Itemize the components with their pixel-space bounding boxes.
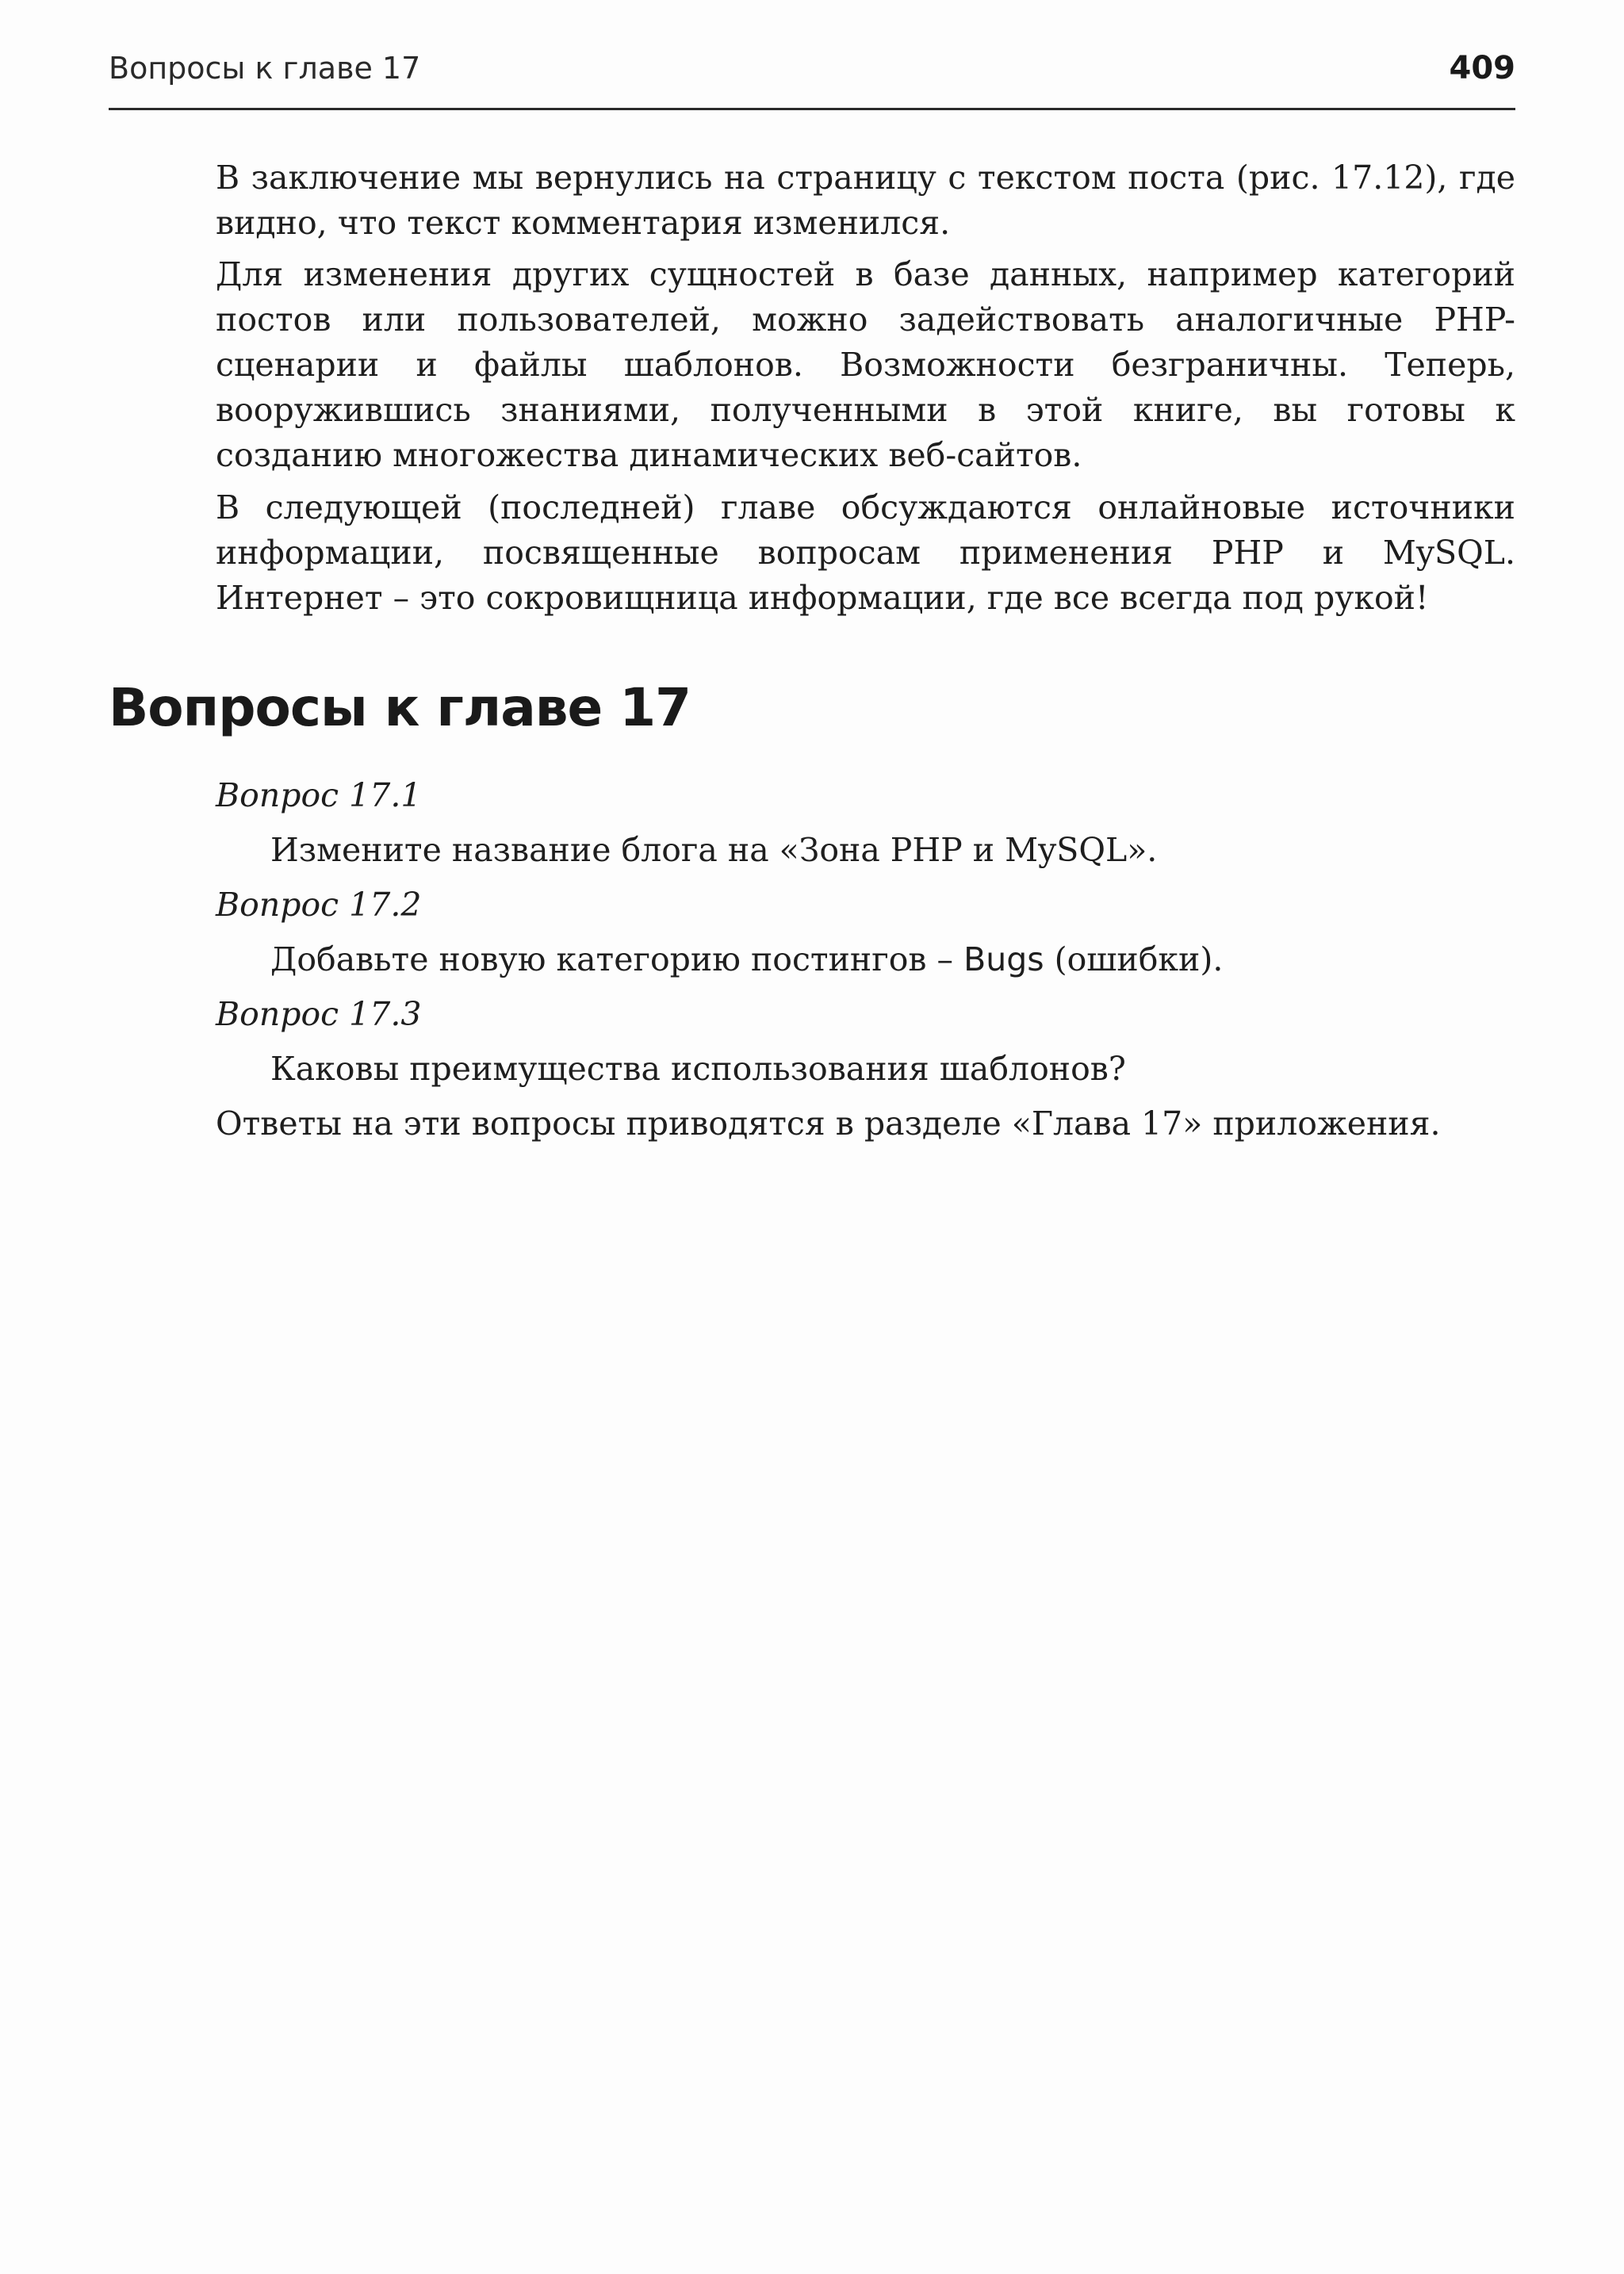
running-header [109,46,1515,110]
paragraph-next-chapter: В следующей (последней) главе обсуждаются онлайновые источники информации, посвященные вопросам применения PHP и MySQL. Интернет – это сокровищница информации, где все всегда под рукой! [216,488,1515,617]
page-number: 409 [1449,50,1515,86]
section-heading: Вопросы к главе 17 [109,677,691,738]
paragraph-other-entities: Для изменения других сущностей в базе данных, например категорий постов или пользователей, можно задействовать аналогичные PHP-сценарии и файлы шаблонов. Возможности безграничны. Теперь, вооружившись знаниями, полученными в этой книге, вы готовы к созданию многожества динамических веб-сайтов. [216,255,1515,474]
question-label: Вопрос 17.2 [216,886,422,924]
paragraph-conclusion: В заключение мы вернулись на страницу с текстом поста (рис. 17.12), где видно, что текст комментария изменился. [216,159,1515,242]
question-text [270,936,1223,983]
answers-note: Ответы на эти вопросы приводятся в разделе «Глава 17» приложения. [216,1104,1441,1143]
question-text-part: (ошибки). [1044,940,1224,978]
running-header-title: Вопросы к главе 17 [109,51,421,86]
question-text-part: Добавьте новую категорию постингов – [270,940,964,978]
question-text: Каковы преимущества использования шаблонов? [270,1050,1126,1088]
question-label: Вопрос 17.3 [216,995,422,1033]
code-term: Bugs [963,940,1044,978]
question-label: Вопрос 17.1 [216,776,422,814]
question-text: Измените название блога на «Зона PHP и MySQL». [270,831,1158,869]
